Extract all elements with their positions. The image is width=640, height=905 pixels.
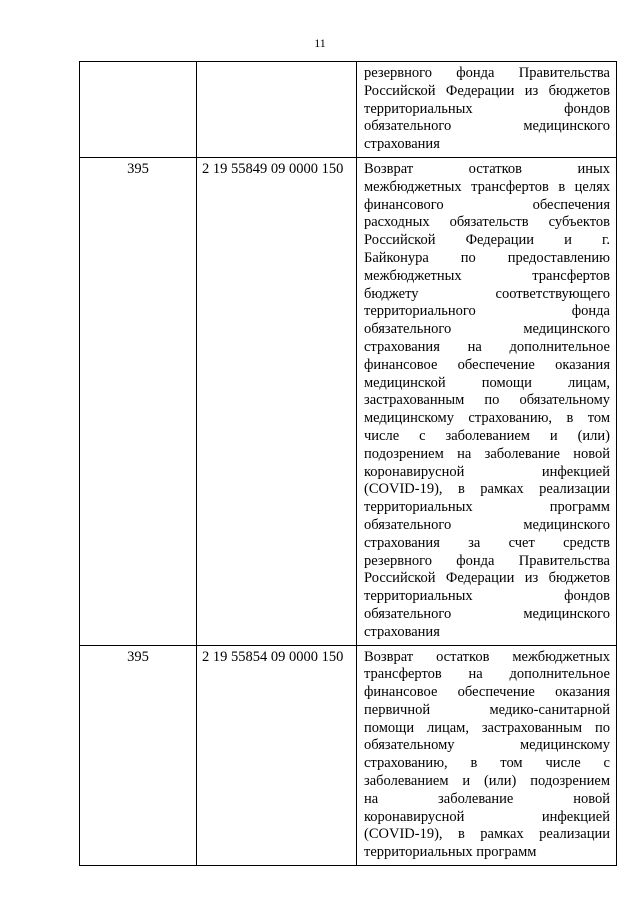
income-name-line: трансфертов на дополнительное [364,666,610,683]
income-name-line: помощи лицам, застрахованным по [364,719,610,736]
income-name-line: финансовое обеспечение оказания [364,356,610,373]
income-name-line: обязательного медицинского [364,605,610,622]
budget-code-cell [197,62,357,158]
income-name-cell [357,157,617,645]
income-name-line: межбюджетных трансфертов в целях [364,178,610,195]
income-name-line: Российской Федерации из бюджетов [364,570,610,587]
income-name-line: подозрением на заболевание новой [364,445,610,462]
income-name-line: на заболевание новой [364,790,610,807]
budget-code-cell: 2 19 55854 09 0000 150 [197,645,357,866]
budget-classification-table [79,61,617,866]
income-name-line: заболеванием и (или) подозрением [364,773,610,790]
income-name-line: Возврат остатков межбюджетных [364,648,610,665]
income-name-line: медицинскому страхованию, в том [364,410,610,427]
income-name-line: финансовое обеспечение оказания [364,684,610,701]
income-name-line: резервного фонда Правительства [364,552,610,569]
income-name-line: первичной медико-санитарной [364,701,610,718]
table-row [80,157,617,645]
income-name-line: Возврат остатков иных [364,160,610,177]
income-name-line: Российской Федерации и г. [364,232,610,249]
table-row [80,62,617,158]
income-name-line: обязательного медицинского [364,321,610,338]
income-name-line: страхования [364,136,440,153]
budget-code-cell: 2 19 55849 09 0000 150 [197,157,357,645]
income-name-line: территориальных фондов [364,588,610,605]
income-name-line: обязательного медицинского [364,118,610,135]
income-name-line: обязательному медицинскому [364,737,610,754]
income-name-line: страхования [364,623,440,640]
income-name-line: территориальных программ [364,499,610,516]
income-name-line: страхования за счет средств [364,534,610,551]
income-name-line: застрахованным по обязательному [364,392,610,409]
income-name-line: территориальных программ [364,844,537,861]
table-body [80,62,617,866]
page-number: 11 [314,36,326,50]
table-row [80,645,617,866]
income-name-line: Байконура по предоставлению [364,249,610,266]
admin-code-cell: 395 [80,645,197,866]
income-name-line: страхованию, в том числе с [364,755,610,772]
income-name-line: Российской Федерации из бюджетов [364,82,610,99]
income-name-cell [357,645,617,866]
admin-code-cell: 395 [80,157,197,645]
income-name-line: коронавирусной инфекцией [364,463,610,480]
income-name-line: (COVID-19), в рамках реализации [364,481,610,498]
income-name-cell [357,62,617,158]
income-name-line: страхования на дополнительное [364,338,610,355]
income-name-line: территориальных фондов [364,100,610,117]
income-name-line: резервного фонда Правительства [364,65,610,81]
income-name-line: финансового обеспечения [364,196,610,213]
income-name-line: территориального фонда [364,303,610,320]
income-name-line: расходных обязательств субъектов [364,214,610,231]
income-name-line: (COVID-19), в рамках реализации [364,826,610,843]
admin-code-cell [80,62,197,158]
income-name-line: числе с заболеванием и (или) [364,427,610,444]
income-name-line: коронавирусной инфекцией [364,808,610,825]
income-name-line: межбюджетных трансфертов [364,267,610,284]
income-name-line: медицинской помощи лицам, [364,374,610,391]
income-name-line: бюджету соответствующего [364,285,610,302]
income-name-line: обязательного медицинского [364,516,610,533]
